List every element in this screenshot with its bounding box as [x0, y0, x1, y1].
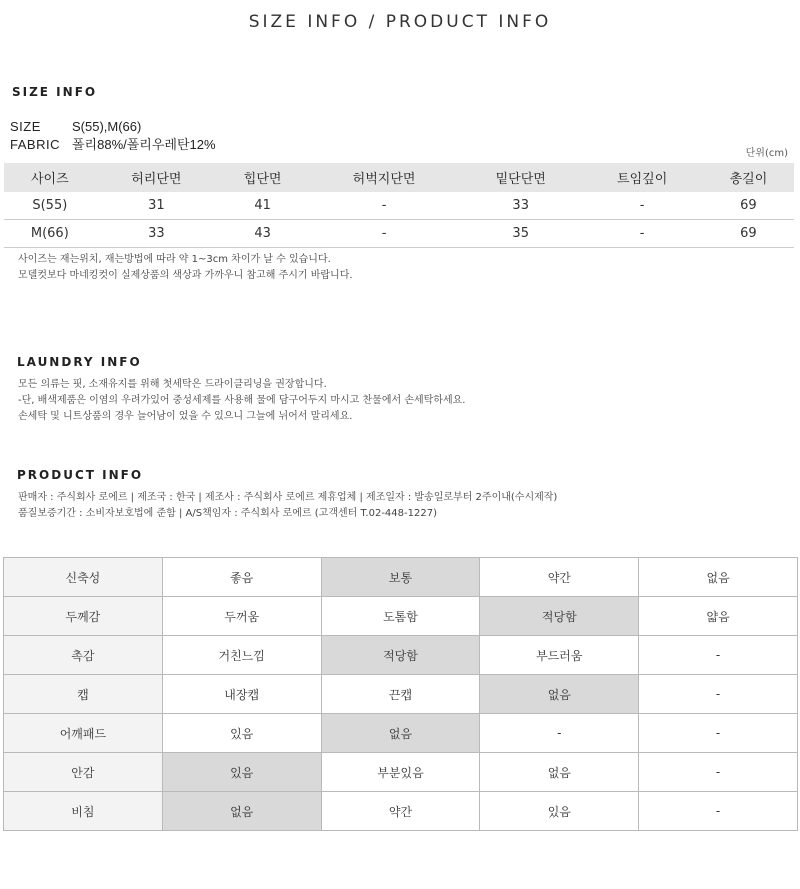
feel-option: 없음	[639, 558, 798, 597]
product-notes	[18, 490, 557, 522]
feel-option-selected: 없음	[480, 675, 639, 714]
feel-row-label: 안감	[4, 753, 163, 792]
feel-option-selected: 없음	[162, 792, 321, 831]
feel-row	[4, 792, 798, 831]
page-title: SIZE INFO / PRODUCT INFO	[248, 12, 552, 32]
header-slit: 트임깊이	[581, 163, 702, 192]
laundry-line: 모든 의류는 핏, 소재유지를 위해 첫세탁은 드라이클리닝을 권장합니다.	[18, 379, 327, 390]
table-cell: -	[308, 220, 460, 248]
header-thigh: 허벅지단면	[308, 163, 460, 192]
table-cell: -	[581, 192, 702, 220]
feel-option: -	[480, 714, 639, 753]
laundry-notes	[18, 377, 465, 425]
feel-option: -	[639, 675, 798, 714]
feel-option: -	[639, 753, 798, 792]
feel-option: 얇음	[639, 597, 798, 636]
feel-option: 없음	[480, 753, 639, 792]
table-cell: 31	[96, 192, 217, 220]
feel-option-selected: 보통	[321, 558, 480, 597]
feel-option-selected: 적당함	[480, 597, 639, 636]
feel-row	[4, 714, 798, 753]
header-hem: 밑단단면	[460, 163, 581, 192]
size-note-line: 사이즈는 재는위치, 재는방법에 따라 약 1~3cm 차이가 날 수 있습니다.	[18, 254, 331, 265]
table-cell: 33	[460, 192, 581, 220]
feel-row	[4, 558, 798, 597]
size-table-header	[4, 163, 794, 192]
laundry-info-heading: LAUNDRY INFO	[17, 355, 142, 369]
feel-option: 있음	[480, 792, 639, 831]
table-cell: 33	[96, 220, 217, 248]
feel-option: -	[639, 792, 798, 831]
feel-option: 도톰함	[321, 597, 480, 636]
size-spec-line	[10, 119, 141, 134]
feel-option-selected: 적당함	[321, 636, 480, 675]
feel-row	[4, 675, 798, 714]
feel-row-label: 캡	[4, 675, 163, 714]
size-info-heading: SIZE INFO	[12, 85, 98, 99]
fabric-value: 폴리88%/폴리우레탄12%	[72, 137, 216, 152]
header-hip: 힙단면	[217, 163, 308, 192]
table-cell: 69	[703, 220, 794, 248]
laundry-line: -단, 배색제품은 이염의 우려가있어 중성세제를 사용해 물에 담구어두지 마시고 찬물에서 손세탁하세요.	[18, 395, 466, 406]
feel-option: 내장캡	[162, 675, 321, 714]
header-size: 사이즈	[4, 163, 96, 192]
unit-label: 단위(cm)	[745, 148, 788, 159]
fabric-label: FABRIC	[10, 137, 60, 152]
size-note-line: 모델컷보다 마네킹컷이 실제상품의 색상과 가까우니 참고해 주시기 바랍니다.	[18, 270, 353, 281]
table-cell: 69	[703, 192, 794, 220]
feel-row-label: 두께감	[4, 597, 163, 636]
fabric-feel-table	[3, 557, 798, 831]
feel-option: 약간	[321, 792, 480, 831]
feel-option: -	[639, 714, 798, 753]
size-label: SIZE	[10, 119, 41, 134]
feel-option: 두꺼움	[162, 597, 321, 636]
laundry-line: 손세탁 및 니트상품의 경우 늘어남이 었을 수 있으니 그늘에 뉘어서 말리세요.	[18, 411, 353, 422]
table-cell: 35	[460, 220, 581, 248]
feel-option: 부분있음	[321, 753, 480, 792]
table-cell: M(66)	[4, 220, 96, 248]
feel-row	[4, 753, 798, 792]
table-row	[4, 192, 794, 220]
feel-row	[4, 636, 798, 675]
product-info-heading: PRODUCT INFO	[17, 468, 144, 482]
table-cell: S(55)	[4, 192, 96, 220]
feel-row-label: 어깨패드	[4, 714, 163, 753]
feel-option: 거친느낌	[162, 636, 321, 675]
feel-option-selected: 있음	[162, 753, 321, 792]
header-waist: 허리단면	[96, 163, 217, 192]
feel-row-label: 신축성	[4, 558, 163, 597]
size-notes	[18, 252, 353, 284]
size-table	[4, 163, 794, 248]
feel-option-selected: 없음	[321, 714, 480, 753]
table-cell: 41	[217, 192, 308, 220]
feel-option: 끈캡	[321, 675, 480, 714]
table-cell: 43	[217, 220, 308, 248]
table-cell: -	[308, 192, 460, 220]
feel-row	[4, 597, 798, 636]
fabric-spec-line	[10, 134, 216, 153]
table-cell: -	[581, 220, 702, 248]
feel-option: 부드러움	[480, 636, 639, 675]
feel-option: -	[639, 636, 798, 675]
feel-option: 약간	[480, 558, 639, 597]
feel-option: 있음	[162, 714, 321, 753]
feel-option: 좋음	[162, 558, 321, 597]
product-line: 판매자 : 주식회사 로에르 | 제조국 : 한국 | 제조사 : 주식회사 로에르 제휴업체 | 제조일자 : 발송일로부터 2주이내(수시제작)	[18, 492, 558, 503]
size-value: S(55),M(66)	[72, 119, 142, 134]
feel-row-label: 비침	[4, 792, 163, 831]
feel-row-label: 촉감	[4, 636, 163, 675]
product-line: 품질보증기간 : 소비자보호법에 준함 | A/S책임자 : 주식회사 로에르 (고객센터 T.02-448-1227)	[18, 508, 437, 519]
header-length: 총길이	[703, 163, 794, 192]
table-row	[4, 220, 794, 248]
